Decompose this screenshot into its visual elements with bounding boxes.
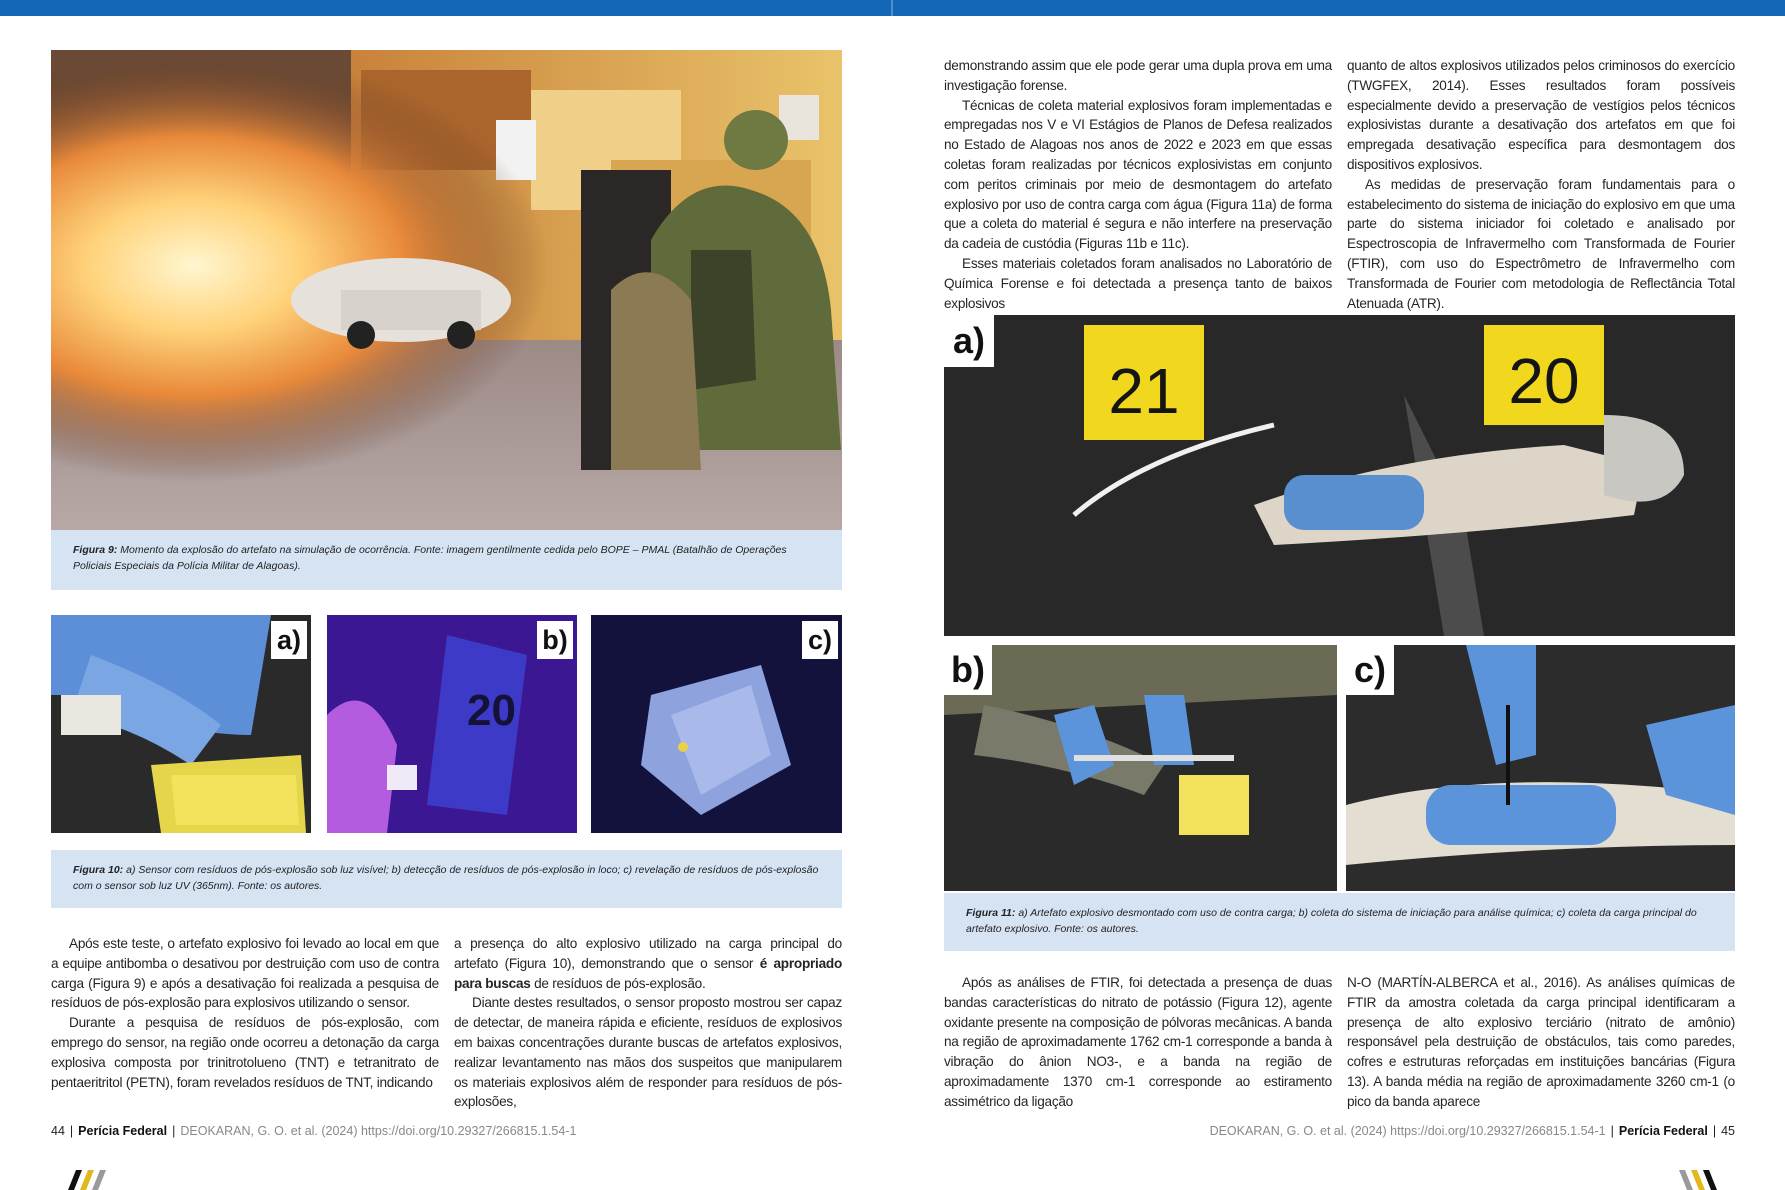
figure10-caption-label: Figura 10: [73,864,124,876]
paragraph-bold-text: é apropriado para buscas [454,955,842,991]
figure11-panel-a [944,315,1735,636]
figure10-panel-a [51,615,311,833]
paragraph: demonstrando assim que ele pode gerar uma dupla prova em uma investigação forense. [944,58,1332,93]
figure10-label-c: c) [802,621,838,659]
gutter-divider [891,0,893,16]
figure10-label-a: a) [271,621,307,659]
citation: DEOKARAN, G. O. et al. (2024) https://doi.org/10.29327/266815.1.54-1 [180,1124,577,1138]
figure9-caption-text: Momento da explosão do artefato na simulação de ocorrência. Fonte: imagem gentilmente cedida pelo BOPE – PMAL (Batalhão de Operações Policiais Especiais da Polícia Militar de Alagoas). [73,544,787,572]
figure10-caption-text: a) Sensor com resíduos de pós-explosão sob luz visível; b) detecção de resíduos de pós-explosão in loco; c) revelação de resíduos de pós-explosão com o sensor sob luz UV (365nm). Fonte: os autores. [73,864,819,892]
paragraph: Após este teste, o artefato explosivo foi levado ao local em que a equipe antibomba o desativou por destruição com uso de contra carga (Figura 9) e após a desativação foi realizada a pesquisa de resíduos de pós-explosão para explosivos utilizando o sensor. [51,936,439,1011]
paragraph: Esses materiais coletados foram analisados no Laboratório de Química Forense e foi detectada a presença tanto de baixos explosivos [944,255,1332,311]
paragraph: Técnicas de coleta material explosivos foram implementadas e empregadas nos V e VI Estágios de Planos de Defesa realizados no Estado de Alagoas nos anos de 2022 e 2023 em que essas coletas foram realizadas por técnicos explosivistas em conjunto com peritos criminais por meio de desmontagem do artefato explosivo por uso de contra carga com água (Figura 11a) de forma que a coleta do material é segura e não interfere na preservação da cadeia de custódia (Figuras 11b e 11c). [944,97,1332,252]
left-footer: 44 | Perícia Federal | DEOKARAN, G. O. et al. (2024) https://doi.org/10.29327/266815.1.54-1 [51,1124,577,1138]
figure9-caption-label: Figura 9: [73,544,118,556]
left-text-column-1 [51,934,439,1092]
figure11-label-b: b) [944,645,992,695]
right-text-column-1 [944,56,1332,313]
figure11-label-c: c) [1346,645,1394,695]
logo-stripes-icon [58,1170,110,1190]
paragraph-text: a presença do alto explosivo utilizado na carga principal do artefato (Figura 10), demonstrando que o sensor [454,936,842,971]
left-text-column-2 [454,934,842,1112]
figure11-caption-text: a) Artefato explosivo desmontado com uso de contra carga; b) coleta do sistema de iniciação para análise química; c) coleta da carga principal do artefato explosivo. Fonte: os autores. [966,907,1697,935]
paragraph-text: de resíduos de pós-explosão. [530,975,706,991]
figure9-photo [51,50,842,530]
right-footer: DEOKARAN, G. O. et al. (2024) https://doi.org/10.29327/266815.1.54-1 | Perícia Federal | 45 [1209,1124,1735,1138]
figure11-marker-20: 20 [1508,345,1580,417]
figure11-label-a: a) [944,315,994,367]
logo-stripes-icon [1675,1170,1727,1190]
paragraph: Após as análises de FTIR, foi detectada a presença de duas bandas características do nitrato de potássio (Figura 12), agente oxidante presente na composição de pólvoras mecânicas. A banda na região de aproximadamente 1762 cm-1 corresponde a banda à vibração do ânion NO3-, e a banda na região de aproximadamente 1370 cm-1 corresponde ao estiramento assimétrico da ligação [944,975,1332,1109]
paragraph: Diante destes resultados, o sensor proposto mostrou ser capaz de detectar, de maneira rápida e eficiente, resíduos de explosivos em baixas concentrações durante buscas de artefatos explosivos, realizar levantamento nas mãos dos suspeitos que manipularem os materiais explosivos além de responder para resíduos de pós-explosões, [454,995,842,1110]
figure9-caption [51,530,842,590]
right-text-column-2 [1347,56,1735,313]
magazine-name: Perícia Federal [1618,1124,1708,1138]
figure11-panel-b [944,645,1337,891]
paragraph: quanto de altos explosivos utilizados pelos criminosos do exercício (TWGFEX, 2014). Esses resultados foram possíveis especialmente devido a preservação de vestígios pelos técnicos explosivistas durante a desativação dos artefatos em que foi empregada desativação específica para desmontagem dos dispositivos explosivos. [1347,58,1735,172]
figure10-panel-c [591,615,842,833]
right-text-column-3 [944,973,1332,1112]
figure11-marker-21: 21 [1108,355,1180,427]
figure10-panel-b [327,615,577,833]
citation: DEOKARAN, G. O. et al. (2024) https://doi.org/10.29327/266815.1.54-1 [1209,1124,1606,1138]
right-text-column-4 [1347,973,1735,1112]
figure11-panel-c [1346,645,1735,891]
figure11-caption-label: Figura 11: [966,907,1016,919]
paragraph: N-O (MARTÍN-ALBERCA et al., 2016). As análises químicas de FTIR da amostra coletada da carga principal identificaram a presença de alto explosivo terciário (nitrato de amônio) responsável pela destruição de obstáculos, tais como paredes, cofres e estruturas reforçadas em instituições bancárias (Figura 13). A banda média na região de aproximadamente 3260 cm-1 (o pico da banda aparece [1347,975,1735,1109]
page-number: 45 [1721,1124,1735,1138]
paragraph: As medidas de preservação foram fundamentais para o estabelecimento do sistema de iniciação do explosivo em que uma parte do sistema iniciador foi coletado e analisado por Espectroscopia de Infravermelho com Transformada de Fourier (FTIR), com uso do Espectrômetro de Infravermelho com Transformada de Fourier com metodologia de Reflectância Total Atenuada (ATR). [1347,176,1735,311]
figure11-caption [944,893,1735,951]
paragraph: Durante a pesquisa de resíduos de pós-explosão, com emprego do sensor, na região onde ocorreu a detonação da carga explosiva composta por trinitrotolueno (TNT) e tetranitrato de pentaeritritol (PETN), foram revelados resíduos de TNT, indicando [51,1015,439,1090]
paragraph [454,934,842,993]
magazine-name: Perícia Federal [78,1124,168,1138]
figure10-caption [51,850,842,908]
page-number: 44 [51,1124,65,1138]
figure10-label-b: b) [537,621,573,659]
top-color-bar [0,0,1785,16]
figure10-marker-number: 20 [467,686,516,735]
